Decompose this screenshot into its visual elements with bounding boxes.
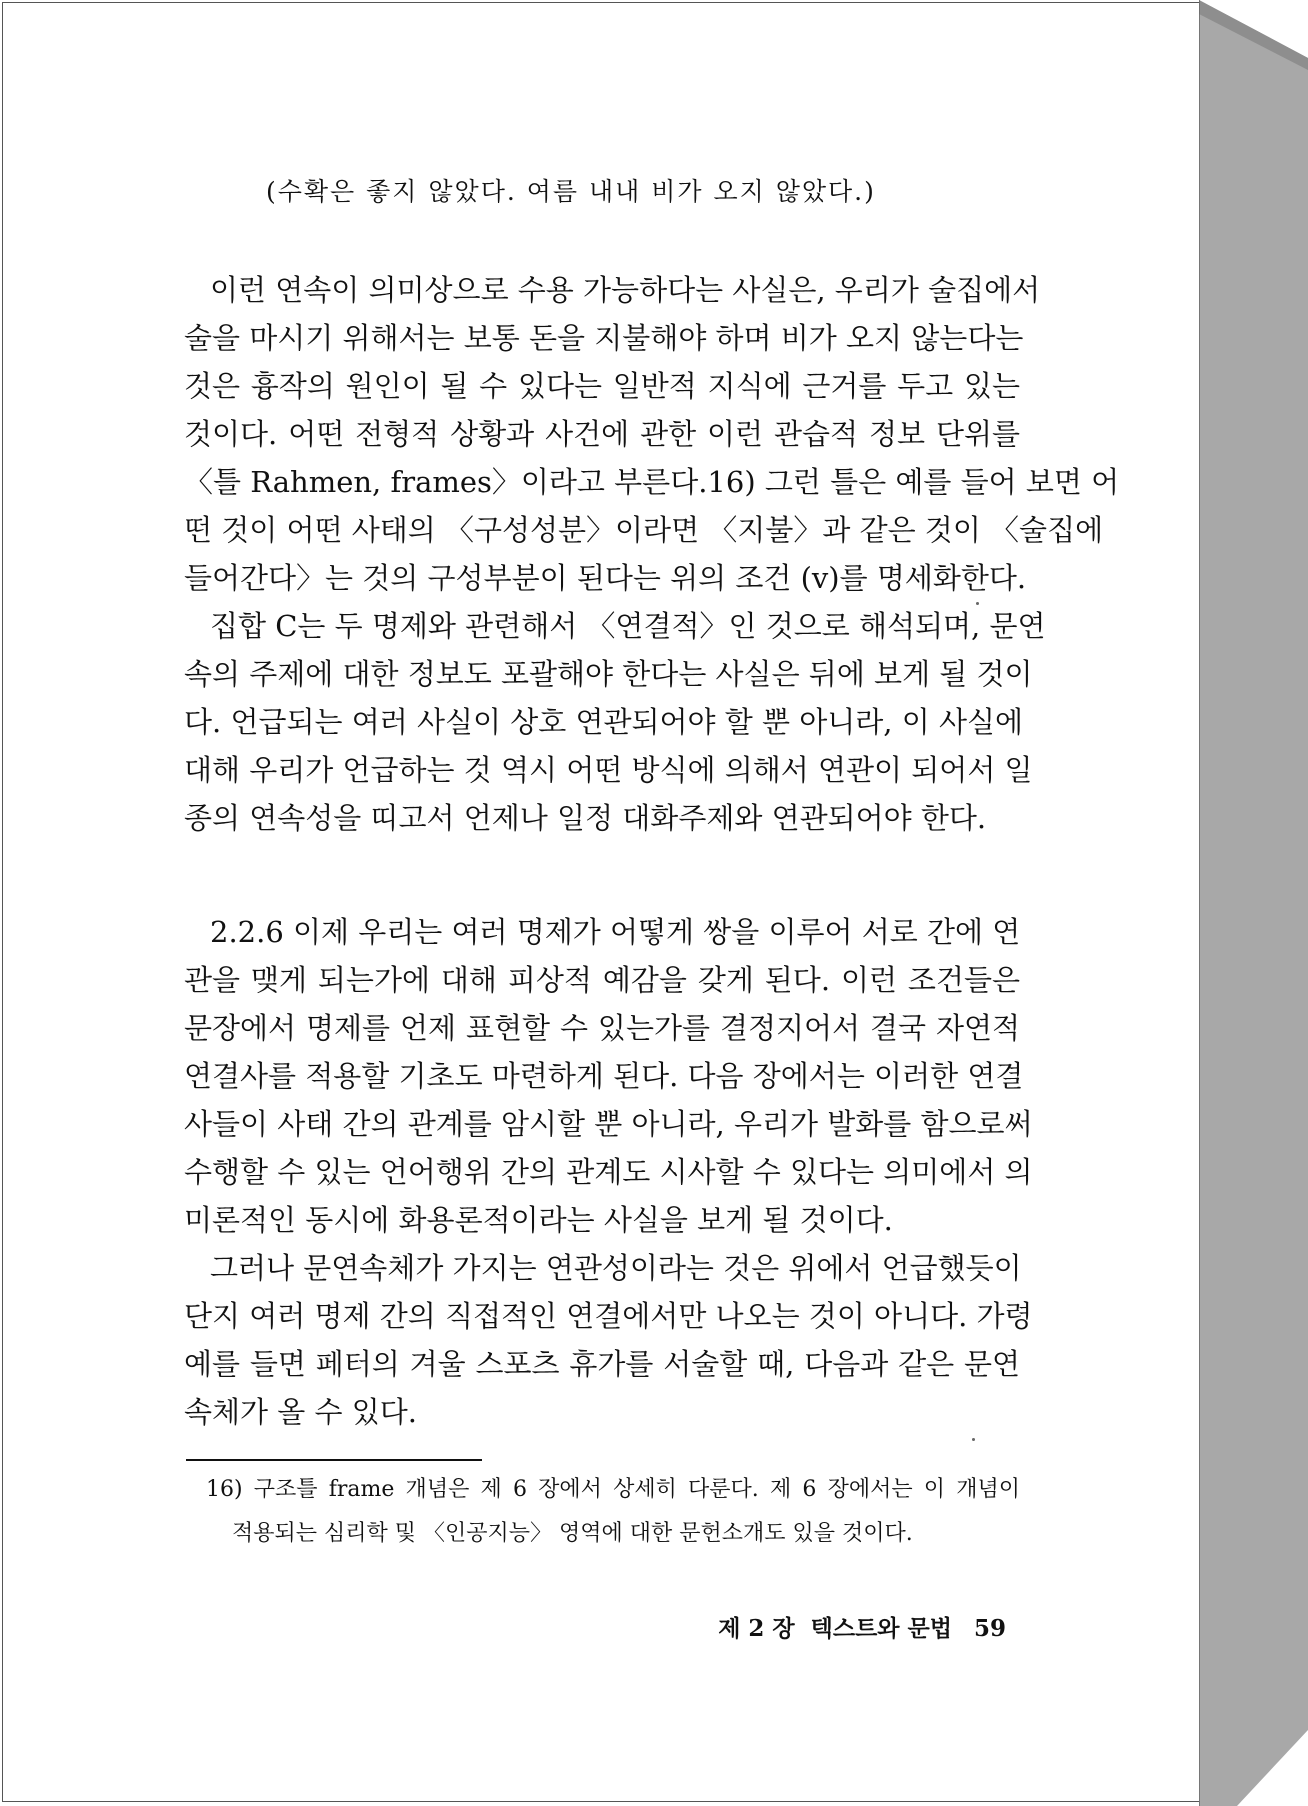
text-line: 종의 연속성을 띠고서 언제나 일정 대화주제와 연관되어야 한다. [184,801,987,835]
text-line: 속체가 올 수 있다. [184,1395,417,1429]
text-line: 단지 여러 명제 간의 직접적인 연결에서만 나오는 것이 아니다. 가령 [184,1299,1033,1333]
print-speck [976,602,979,605]
text-line: 다. 언급되는 여러 사실이 상호 연관되어야 할 뿐 아니라, 이 사실에 [184,705,1023,739]
text-line: 것은 흉작의 원인이 될 수 있다는 일반적 지식에 근거를 두고 있는 [184,369,1020,403]
paragraph-2 [184,602,1046,842]
text-line: 2.2.6 이제 우리는 여러 명제가 어떻게 쌍을 이루어 서로 간에 연 [210,915,1021,949]
footnote-line: 16) 구조틀 frame 개념은 제 6 장에서 상세히 다룬다. 제 6 장에서는 이 개념이 [206,1477,1020,1502]
paragraph-3-section-2-2-6 [184,908,1033,1244]
page-stack-edge [1199,0,1308,1806]
text-line: 것이다. 어떤 전형적 상황과 사건에 관한 이런 관습적 정보 단위를 [184,417,1020,451]
text-line: 집합 C는 두 명제와 관련해서 〈연결적〉인 것으로 해석되며, 문연 [210,609,1046,643]
running-footer [718,1610,1006,1643]
paragraph-1 [184,266,1120,602]
text-line: 이런 연속이 의미상으로 수용 가능하다는 사실은, 우리가 술집에서 [210,273,1041,307]
text-line: 문장에서 명제를 언제 표현할 수 있는가를 결정지어서 결국 자연적 [184,1011,1020,1045]
footnote-16 [206,1468,1020,1556]
text-line: 그러나 문연속체가 가지는 연관성이라는 것은 위에서 언급했듯이 [210,1251,1022,1285]
text-line: 미론적인 동시에 화용론적이라는 사실을 보게 될 것이다. [184,1203,893,1237]
text-line: 연결사를 적용할 기초도 마련하게 된다. 다음 장에서는 이러한 연결 [184,1059,1024,1093]
text-line: 술을 마시기 위해서는 보통 돈을 지불해야 하며 비가 오지 않는다는 [184,321,1024,355]
page-number: 59 [973,1615,1006,1642]
print-speck [972,1438,975,1441]
paragraph-4 [184,1244,1033,1436]
text-line: 〈틀 Rahmen, frames〉이라고 부른다.16) 그런 틀은 예를 들어 보면 어 [184,465,1120,499]
text-line: 사들이 사태 간의 관계를 암시할 뿐 아니라, 우리가 발화를 함으로써 [184,1107,1033,1141]
example-quote: (수확은 좋지 않았다. 여름 내내 비가 오지 않았다.) [266,177,876,206]
footnote-line: 적용되는 심리학 및 〈인공지능〉 영역에 대한 문헌소개도 있을 것이다. [232,1521,913,1546]
text-line: 들어간다〉는 것의 구성부분이 된다는 위의 조건 (v)를 명세화한다. [184,561,1027,595]
text-line: 대해 우리가 언급하는 것 역시 어떤 방식에 의해서 연관이 되어서 일 [184,753,1033,787]
text-line: 떤 것이 어떤 사태의 〈구성성분〉이라면 〈지불〉과 같은 것이 〈술집에 [184,513,1104,547]
text-line: 예를 들면 페터의 겨울 스포츠 휴가를 서술할 때, 다음과 같은 문연 [184,1347,1020,1381]
text-line: 관을 맺게 되는가에 대해 피상적 예감을 갖게 된다. 이런 조건들은 [184,963,1020,997]
text-line: 수행할 수 있는 언어행위 간의 관계도 시사할 수 있다는 의미에서 의 [184,1155,1033,1189]
chapter-title: 제 2 장 텍스트와 문법 [718,1615,952,1642]
text-line: 속의 주제에 대한 정보도 포괄해야 한다는 사실은 뒤에 보게 될 것이 [184,657,1033,691]
footnote-separator [186,1459,482,1461]
